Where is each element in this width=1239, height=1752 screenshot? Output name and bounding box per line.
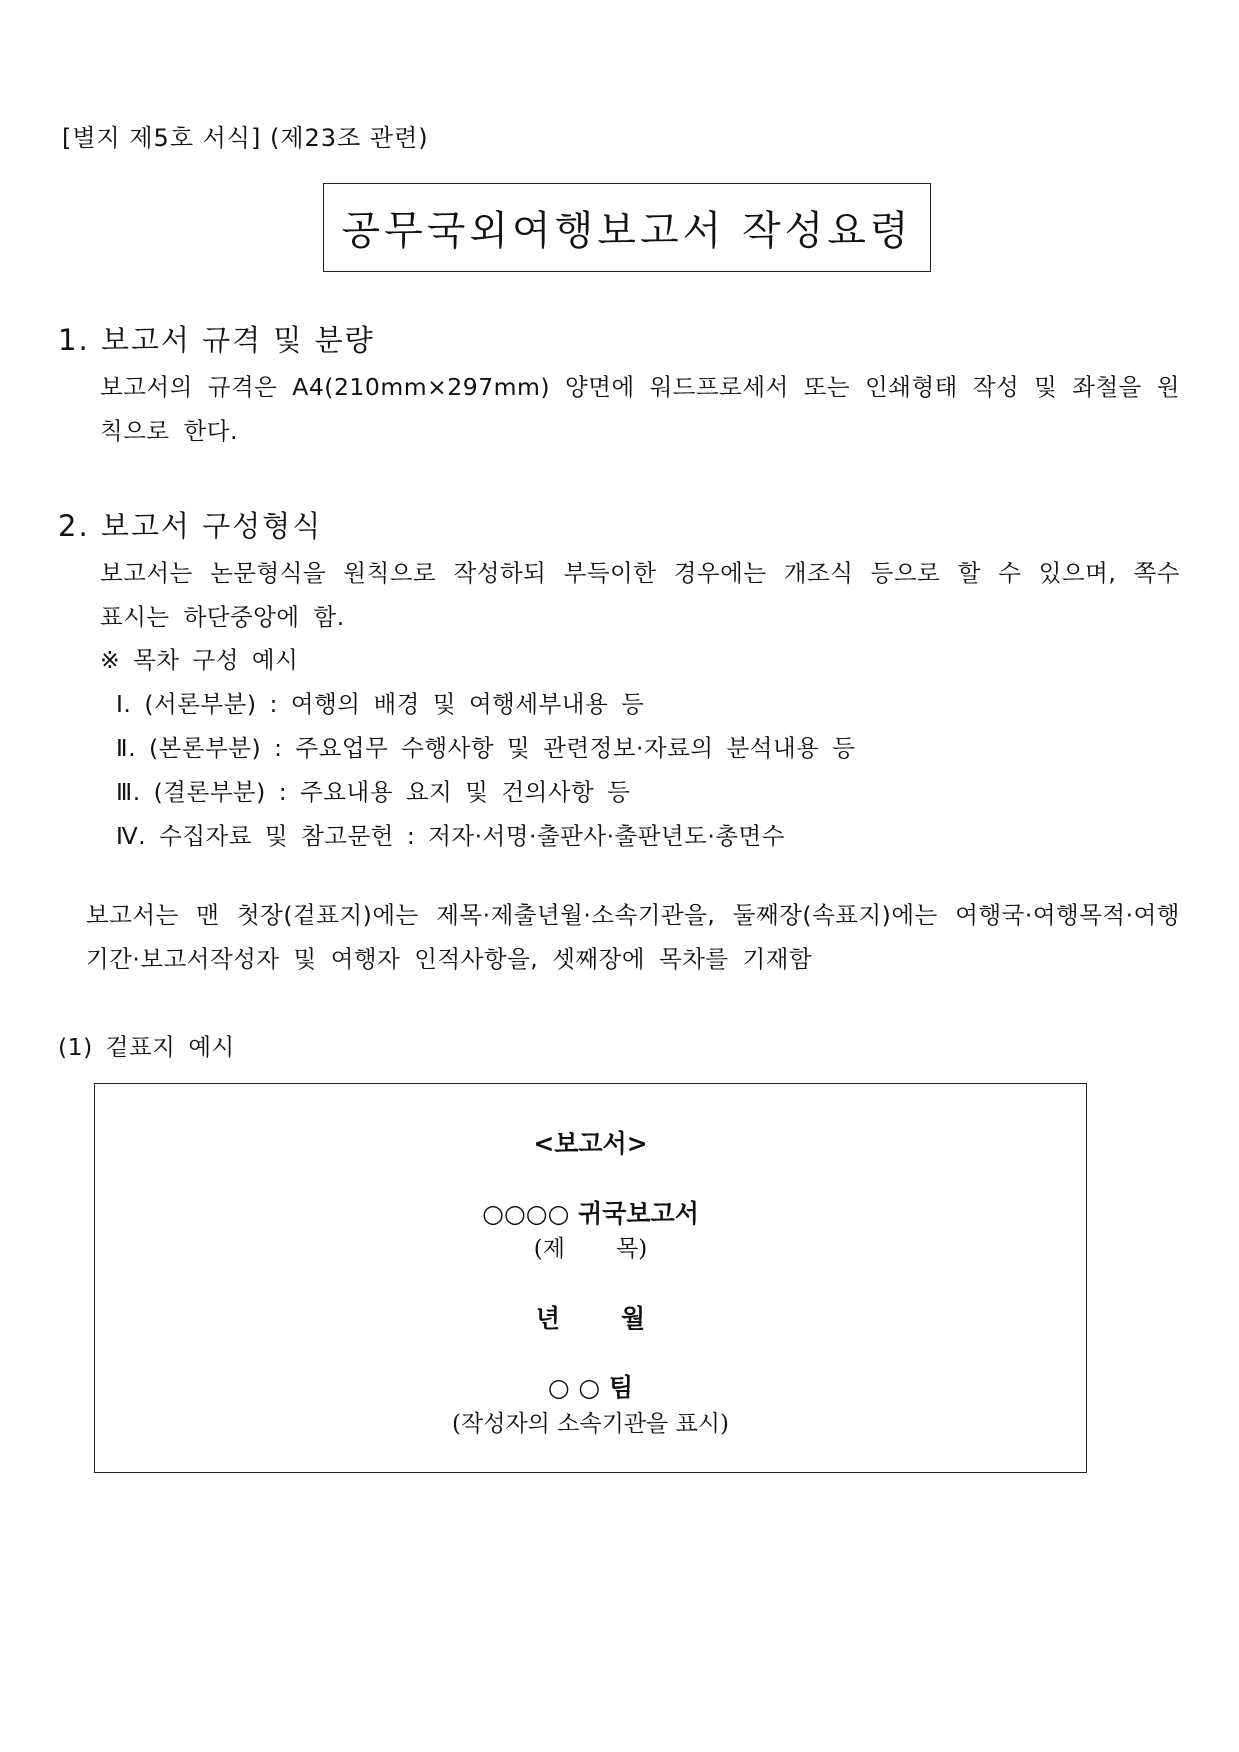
example-label: (1) 겉표지 예시	[58, 1033, 235, 1061]
toc-item: Ⅳ. 수집자료 및 참고문헌 : 저자·서명·출판사·출판년도·총면수	[116, 822, 785, 850]
section-1-heading: 1. 보고서 규격 및 분량	[58, 323, 375, 357]
form-label: [별지 제5호 서식] (제23조 관련)	[62, 124, 429, 152]
cover-team: ○ ○ 팀	[547, 1373, 634, 1402]
section-2-body: 보고서는 논문형식을 원칙으로 작성하되 부득이한 경우에는 개조식 등으로 할 수 있으며, 쪽수 표시는 하단중앙에 함.	[100, 559, 1180, 631]
cover-title-hint: (제 목)	[533, 1236, 648, 1262]
cover-date: 년 월	[535, 1304, 646, 1333]
cover-report-label: <보고서>	[533, 1129, 648, 1158]
document-title	[323, 183, 931, 272]
toc-item: Ⅰ. (서론부분) : 여행의 배경 및 여행세부내용 등	[116, 690, 645, 718]
section-2-heading: 2. 보고서 구성형식	[58, 509, 323, 543]
cover-report-title: ○○○○ 귀국보고서	[482, 1199, 699, 1228]
toc-note: ※ 목차 구성 예시	[100, 646, 299, 674]
document-title-text: 공무국외여행보고서 작성요령	[341, 208, 913, 254]
cover-team-hint: (작성자의 소속기관을 표시)	[452, 1411, 729, 1437]
cover-note: 보고서는 맨 첫장(겉표지)에는 제목·제출년월·소속기관을, 둘째장(속표지)에는 여행국·여행목적·여행기간·보고서작성자 및 여행자 인적사항을, 셋째장에 목차를 기재함	[86, 901, 1180, 973]
toc-item: Ⅲ. (결론부분) : 주요내용 요지 및 건의사항 등	[116, 778, 631, 806]
toc-item: Ⅱ. (본론부분) : 주요업무 수행사항 및 관련정보·자료의 분석내용 등	[116, 734, 856, 762]
section-1-body: 보고서의 규격은 A4(210mm×297mm) 양면에 워드프로세서 또는 인쇄형태 작성 및 좌철을 원칙으로 한다.	[100, 373, 1180, 445]
cover-example-box	[94, 1083, 1087, 1473]
